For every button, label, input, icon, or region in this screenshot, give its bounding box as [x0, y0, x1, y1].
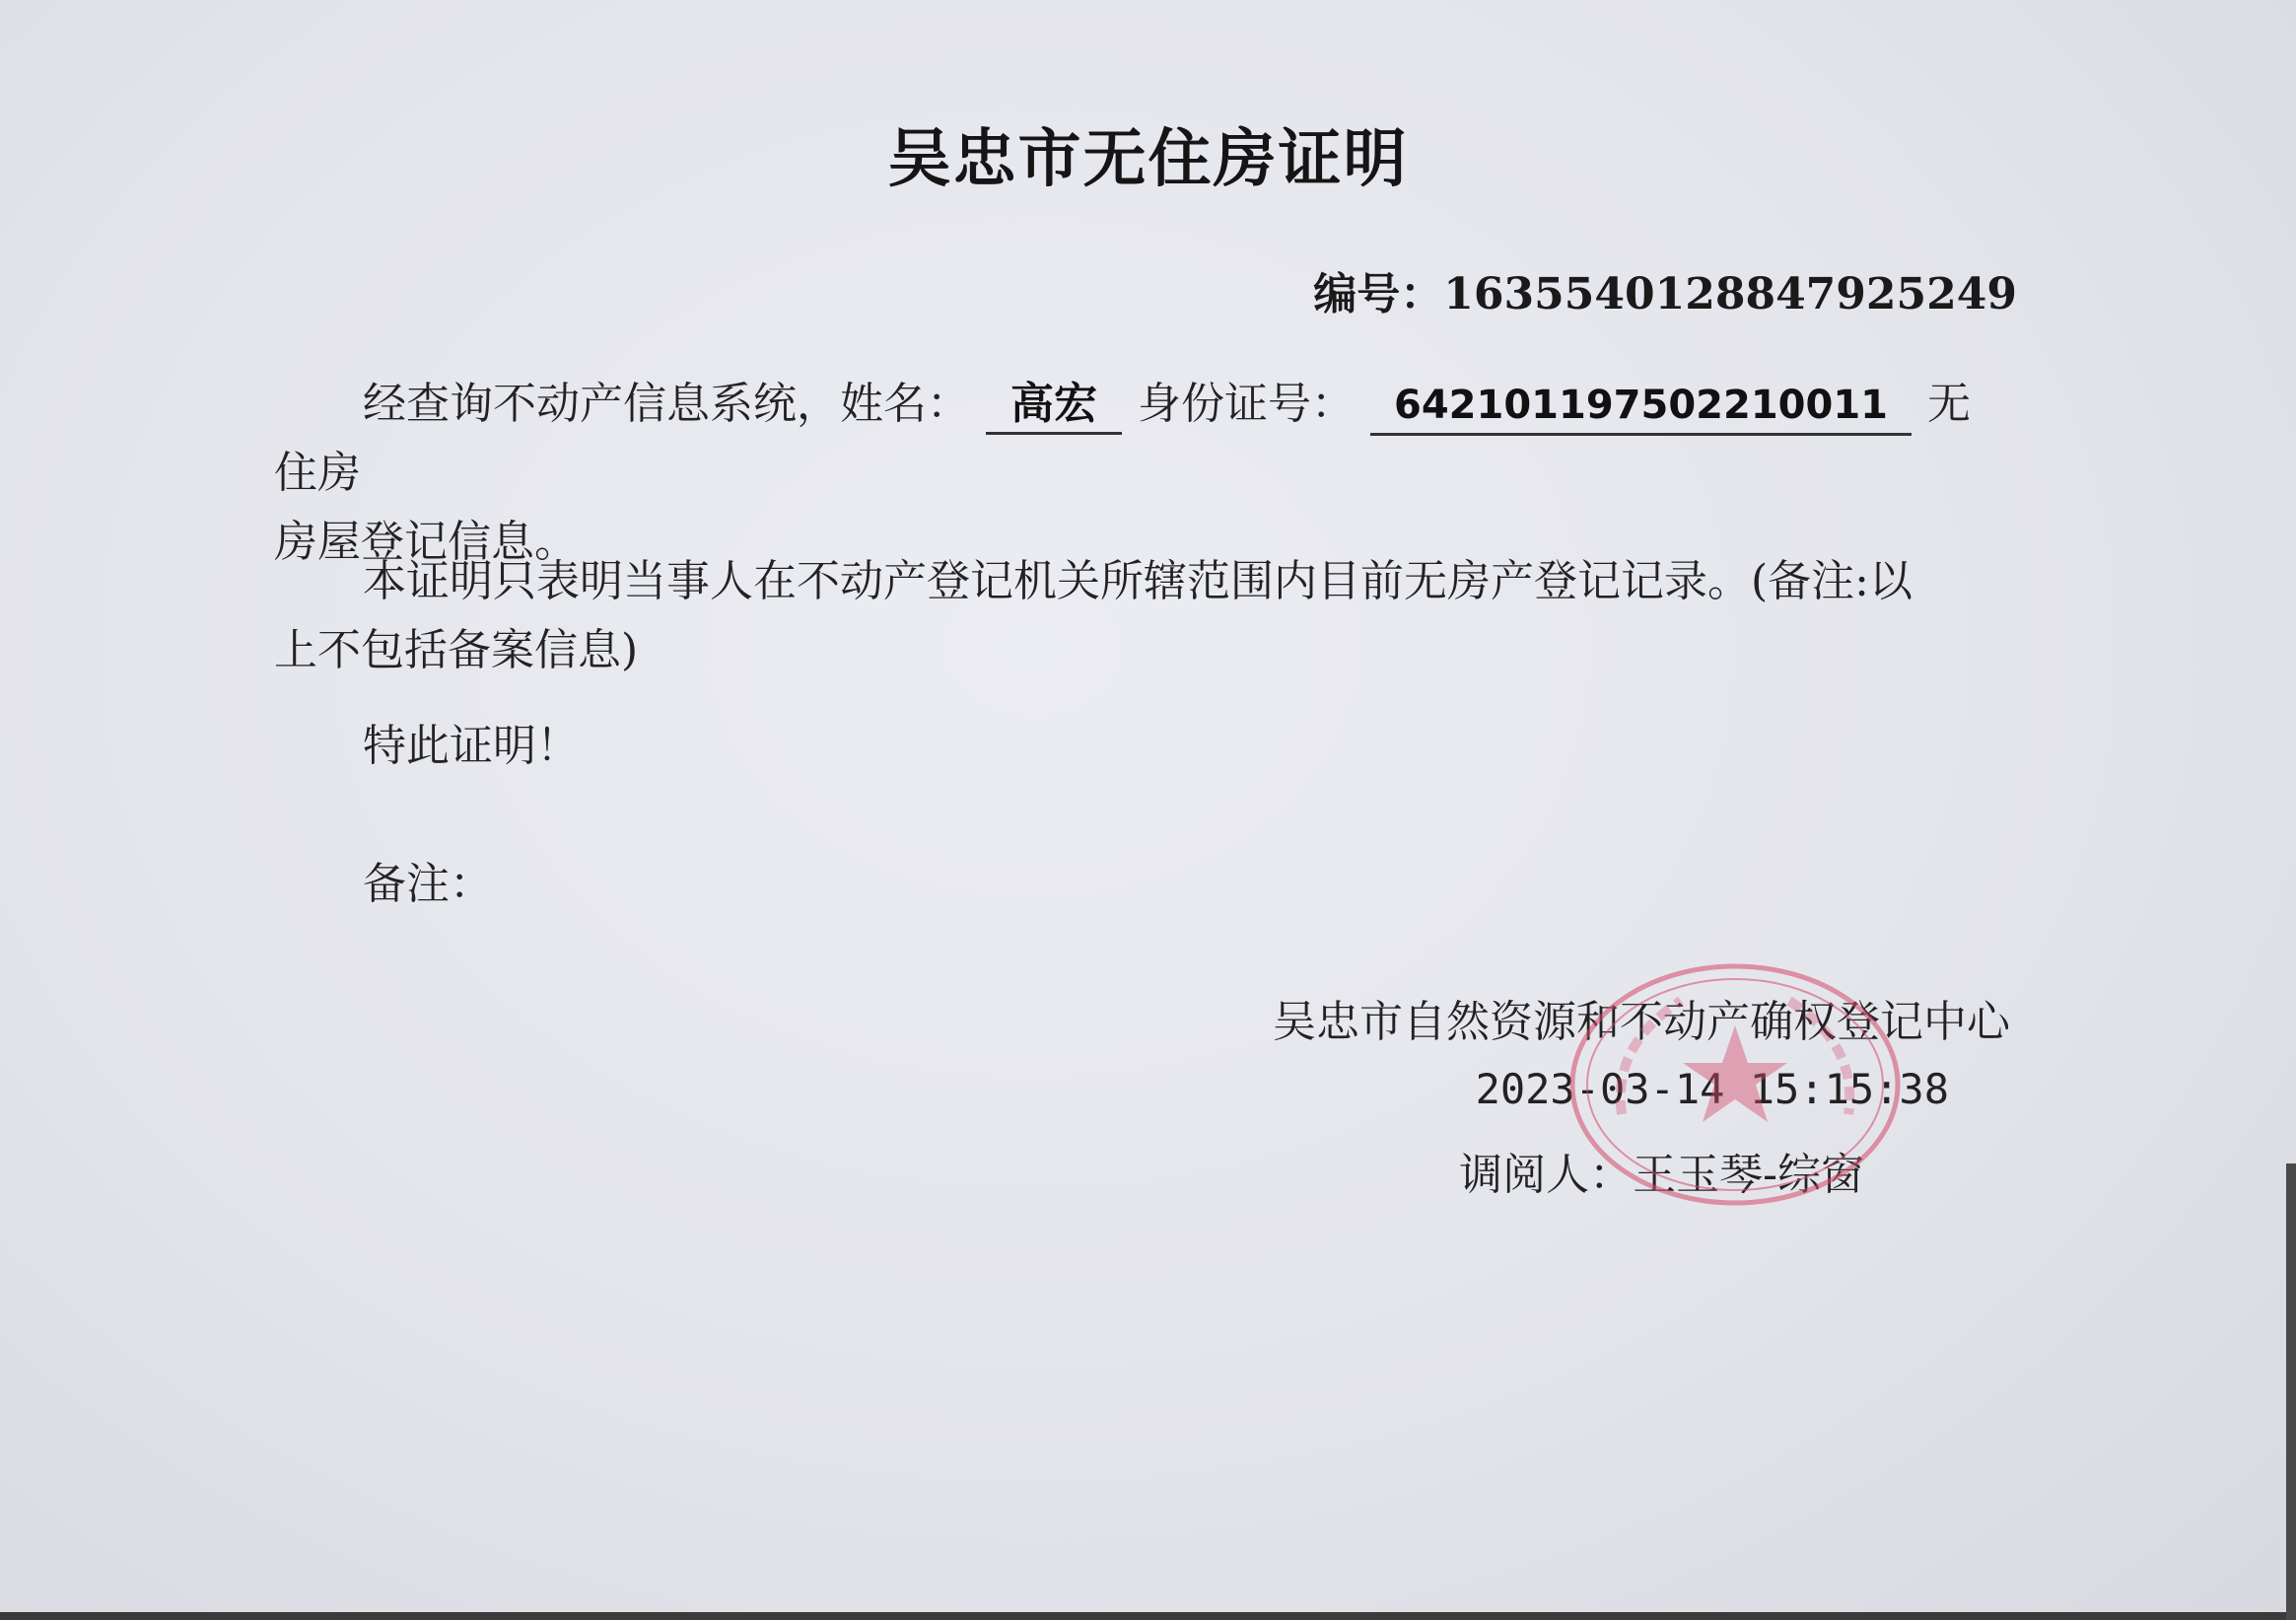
query-line2: 房屋登记信息。 — [274, 517, 578, 567]
name-field: 高宏 — [986, 377, 1122, 435]
certify-paragraph — [274, 712, 2009, 781]
serial-label: 编号： — [1313, 269, 1444, 319]
query-prefix: 经查询不动产信息系统，姓名： — [363, 379, 970, 429]
scope-text: 本证明只表明当事人在不动产登记机关所辖范围内目前无房产登记记录。(备注:以 — [363, 556, 1913, 606]
id-label: 身份证号： — [1138, 379, 1355, 429]
reviewer-value: 王玉琴-综窗 — [1633, 1150, 1864, 1200]
reviewer — [1459, 1139, 1864, 1202]
document-title: 吴忠市无住房证明 — [887, 122, 1409, 196]
scan-edge-right — [2286, 1163, 2296, 1620]
remarks-label: 备注： — [363, 859, 493, 909]
reviewer-label: 调阅人： — [1459, 1150, 1634, 1200]
serial-number — [1313, 258, 2017, 321]
certify-text: 特此证明！ — [363, 721, 580, 771]
scope-paragraph — [274, 547, 2009, 685]
serial-value: 1635540128847925249 — [1443, 269, 2017, 319]
query-paragraph — [274, 370, 2009, 577]
query-suffix: 无住房 — [274, 379, 1971, 498]
remarks-paragraph — [274, 850, 2009, 919]
issue-datetime: 2023-03-14 15:15:38 — [1475, 1065, 1949, 1113]
scan-edge-bottom — [0, 1612, 2296, 1620]
scope-line2: 上不包括备案信息) — [274, 625, 639, 675]
issuer-name: 吴忠市自然资源和不动产确权登记中心 — [1273, 997, 2010, 1047]
id-number-field: 642101197502210011 — [1370, 378, 1912, 436]
